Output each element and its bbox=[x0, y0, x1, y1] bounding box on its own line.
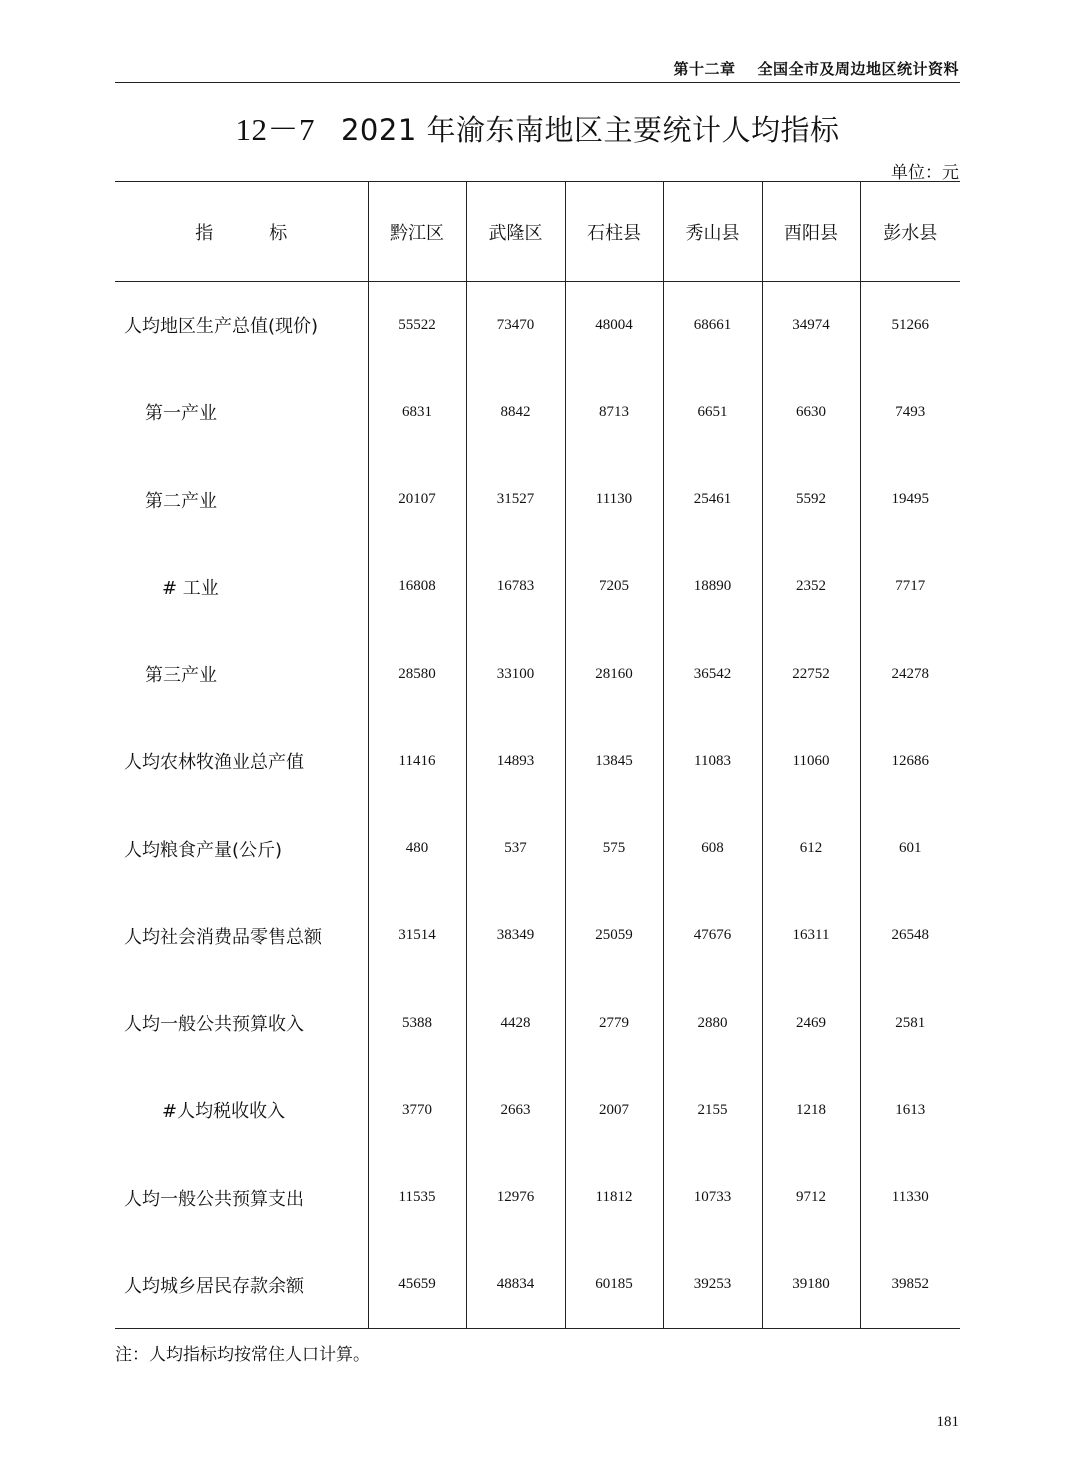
table-body bbox=[115, 282, 960, 1329]
table-cell: 2663 bbox=[466, 1067, 565, 1154]
row-label: 人均社会消费品零售总额 bbox=[124, 926, 322, 948]
table-cell: 12686 bbox=[860, 718, 960, 805]
table-cell: 6630 bbox=[762, 369, 860, 456]
table-row bbox=[115, 456, 960, 543]
table-cell: 11083 bbox=[663, 718, 762, 805]
table-cell: 28160 bbox=[565, 631, 663, 718]
page-number: 181 bbox=[936, 1414, 959, 1430]
row-label: # 工业 bbox=[162, 577, 219, 599]
table-cell: 2880 bbox=[663, 980, 762, 1067]
table-cell: 8842 bbox=[466, 369, 565, 456]
column-header: 酉阳县 bbox=[762, 182, 860, 282]
table-cell: 68661 bbox=[663, 282, 762, 369]
statistics-table bbox=[115, 181, 960, 1329]
row-label: 第二产业 bbox=[145, 490, 217, 512]
table-cell: 51266 bbox=[860, 282, 960, 369]
table-cell: 36542 bbox=[663, 631, 762, 718]
table-cell: 55522 bbox=[368, 282, 466, 369]
table-cell: 5388 bbox=[368, 980, 466, 1067]
table-row bbox=[115, 718, 960, 805]
table-cell: 11812 bbox=[565, 1154, 663, 1241]
table-cell: 537 bbox=[466, 805, 565, 892]
table-cell: 1613 bbox=[860, 1067, 960, 1154]
table-cell: 22752 bbox=[762, 631, 860, 718]
table-row bbox=[115, 1154, 960, 1241]
row-label: 人均农林牧渔业总产值 bbox=[124, 752, 304, 774]
table-cell: 2779 bbox=[565, 980, 663, 1067]
table-row bbox=[115, 892, 960, 979]
table-cell: 28580 bbox=[368, 631, 466, 718]
section-label: 全国全市及周边地区统计资料 bbox=[757, 60, 959, 78]
row-label: 人均城乡居民存款余额 bbox=[115, 1241, 368, 1328]
table-cell: 9712 bbox=[762, 1154, 860, 1241]
running-head bbox=[673, 58, 959, 79]
table-cell: 612 bbox=[762, 805, 860, 892]
table-cell: 6651 bbox=[663, 369, 762, 456]
table-row bbox=[115, 369, 960, 456]
table-cell: 601 bbox=[860, 805, 960, 892]
table-cell: 39852 bbox=[860, 1241, 960, 1328]
table-cell: 1218 bbox=[762, 1067, 860, 1154]
table-row bbox=[115, 282, 960, 369]
table-cell: 7717 bbox=[860, 543, 960, 630]
column-header: 黔江区 bbox=[368, 182, 466, 282]
table-number: 12－7 bbox=[235, 112, 315, 147]
table-cell: 6831 bbox=[368, 369, 466, 456]
table-cell: 24278 bbox=[860, 631, 960, 718]
table-row bbox=[115, 1241, 960, 1328]
indicator-column-header bbox=[115, 182, 368, 282]
table-cell: 7205 bbox=[565, 543, 663, 630]
table-cell: 73470 bbox=[466, 282, 565, 369]
table-cell: 11130 bbox=[565, 456, 663, 543]
column-header: 彭水县 bbox=[860, 182, 960, 282]
table-cell: 25461 bbox=[663, 456, 762, 543]
table-cell: 480 bbox=[368, 805, 466, 892]
row-label: 人均一般公共预算支出 bbox=[124, 1188, 304, 1210]
table-cell: 16808 bbox=[368, 543, 466, 630]
table-row bbox=[115, 805, 960, 892]
table-cell: 48004 bbox=[565, 282, 663, 369]
table-cell: 3770 bbox=[368, 1067, 466, 1154]
table-cell: 48834 bbox=[466, 1241, 565, 1328]
table-cell: 26548 bbox=[860, 892, 960, 979]
column-header: 武隆区 bbox=[466, 182, 565, 282]
row-label: 第三产业 bbox=[145, 665, 217, 687]
table-cell: 31527 bbox=[466, 456, 565, 543]
table-cell: 8713 bbox=[565, 369, 663, 456]
table-row bbox=[115, 1067, 960, 1154]
indicator-header-char: 标 bbox=[269, 222, 288, 244]
table-title bbox=[115, 104, 960, 149]
table-cell: 14893 bbox=[466, 718, 565, 805]
table-cell: 12976 bbox=[466, 1154, 565, 1241]
unit-label: 单位：元 bbox=[891, 163, 959, 183]
footnote: 注：人均指标均按常住人口计算。 bbox=[115, 1345, 370, 1365]
table-cell: 16311 bbox=[762, 892, 860, 979]
table-cell: 5592 bbox=[762, 456, 860, 543]
row-label: 人均地区生产总值(现价) bbox=[124, 316, 319, 338]
table-cell: 608 bbox=[663, 805, 762, 892]
table-header-row bbox=[115, 182, 960, 282]
table-row bbox=[115, 543, 960, 630]
table-cell: 19495 bbox=[860, 456, 960, 543]
table-cell: 10733 bbox=[663, 1154, 762, 1241]
table-cell: 2155 bbox=[663, 1067, 762, 1154]
table-cell: 33100 bbox=[466, 631, 565, 718]
table-cell: 16783 bbox=[466, 543, 565, 630]
table-row bbox=[115, 631, 960, 718]
table-cell: 45659 bbox=[368, 1241, 466, 1328]
table-cell: 2007 bbox=[565, 1067, 663, 1154]
table-cell: 38349 bbox=[466, 892, 565, 979]
row-label: 人均一般公共预算收入 bbox=[124, 1014, 304, 1036]
table-cell: 2581 bbox=[860, 980, 960, 1067]
table-cell: 34974 bbox=[762, 282, 860, 369]
table-cell: 11330 bbox=[860, 1154, 960, 1241]
table-cell: 11535 bbox=[368, 1154, 466, 1241]
table-cell: 575 bbox=[565, 805, 663, 892]
header-rule bbox=[115, 82, 960, 83]
table-cell: 39253 bbox=[663, 1241, 762, 1328]
table-row bbox=[115, 980, 960, 1067]
table-cell: 20107 bbox=[368, 456, 466, 543]
table-cell: 25059 bbox=[565, 892, 663, 979]
column-header: 秀山县 bbox=[663, 182, 762, 282]
table-cell: 7493 bbox=[860, 369, 960, 456]
chapter-label: 第十二章 bbox=[673, 60, 736, 78]
table-title-text: 2021 年渝东南地区主要统计人均指标 bbox=[340, 113, 840, 147]
table-cell: 2469 bbox=[762, 980, 860, 1067]
row-label: 第一产业 bbox=[145, 403, 217, 425]
table-cell: 4428 bbox=[466, 980, 565, 1067]
table-cell: 31514 bbox=[368, 892, 466, 979]
column-header: 石柱县 bbox=[565, 182, 663, 282]
indicator-header-char: 指 bbox=[195, 222, 214, 244]
table-cell: 11060 bbox=[762, 718, 860, 805]
row-label: 人均粮食产量(公斤) bbox=[124, 839, 283, 861]
table-cell: 2352 bbox=[762, 543, 860, 630]
table-cell: 18890 bbox=[663, 543, 762, 630]
table-cell: 13845 bbox=[565, 718, 663, 805]
table-cell: 60185 bbox=[565, 1241, 663, 1328]
table-cell: 39180 bbox=[762, 1241, 860, 1328]
row-label: #人均税收收入 bbox=[162, 1101, 286, 1123]
table-cell: 47676 bbox=[663, 892, 762, 979]
table-cell: 11416 bbox=[368, 718, 466, 805]
